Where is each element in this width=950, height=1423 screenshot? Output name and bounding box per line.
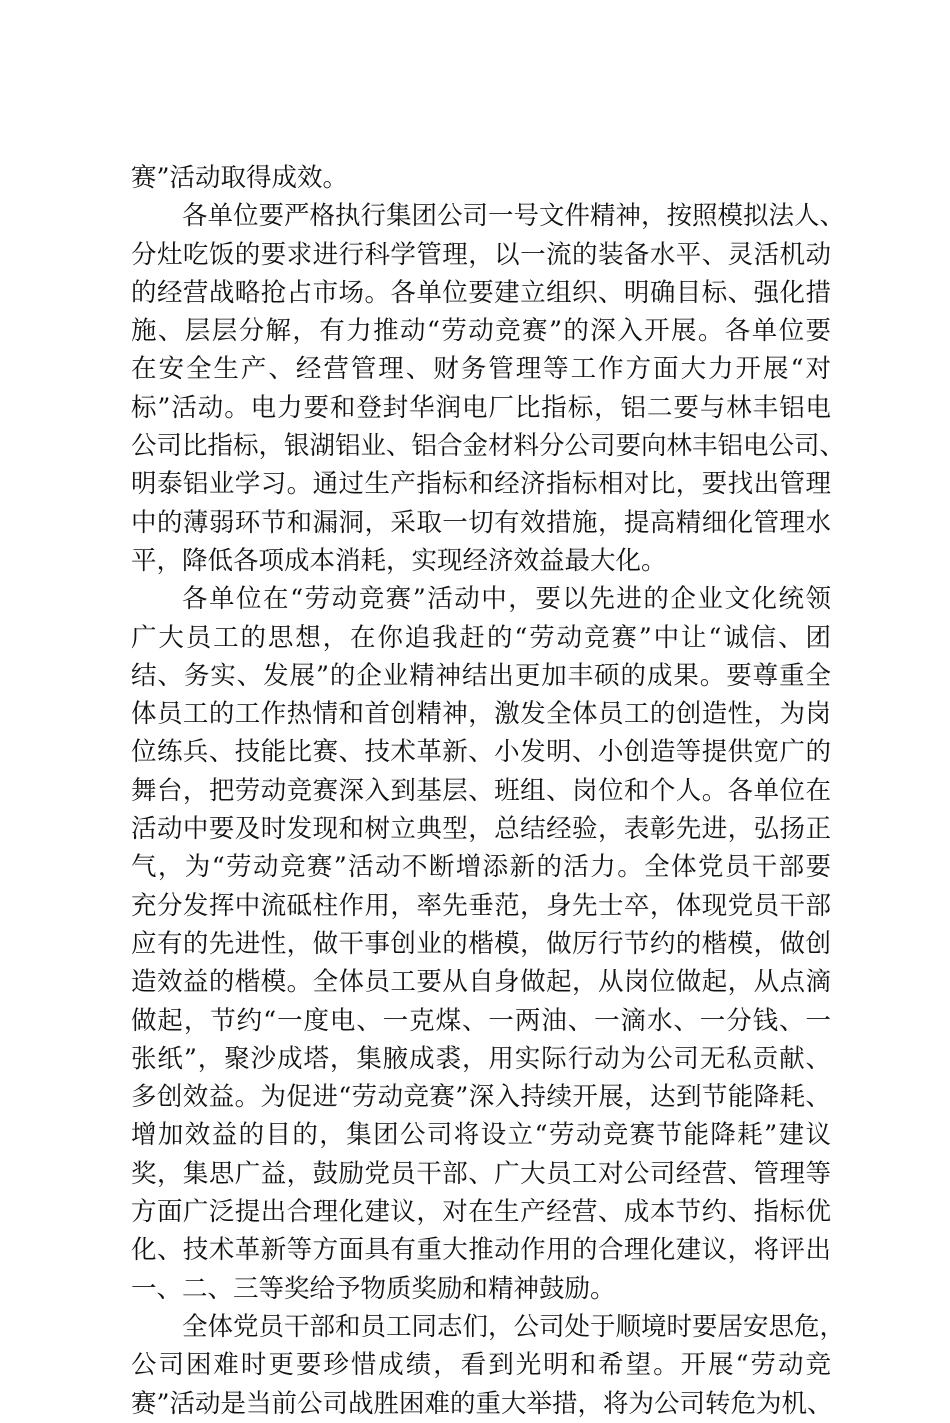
text-line: 充分发挥中流砥柱作用，率先垂范，身先士卒，体现党员干部 <box>131 890 831 921</box>
text-line: 赛”活动取得成效。 <box>131 163 349 193</box>
text-line: 多创效益。为促进“劳动竞赛”深入持续开展，达到节能降耗、 <box>131 1082 831 1113</box>
text-line: 奖，集思广益，鼓励党员干部、广大员工对公司经营、管理等 <box>131 1158 831 1189</box>
text-line: 平，降低各项成本消耗，实现经济效益最大化。 <box>131 545 667 576</box>
text-line: 气，为“劳动竞赛”活动不断增添新的活力。全体党员干部要 <box>131 852 831 883</box>
text-line: 的经营战略抢占市场。各单位要建立组织、明确目标、强化措 <box>131 277 831 308</box>
text-line: 广大员工的思想，在你追我赶的“劳动竞赛”中让“诚信、团 <box>131 622 831 653</box>
text-line: 赛”活动是当前公司战胜困难的重大举措，将为公司转危为机、 <box>131 1388 833 1419</box>
text-line: 位练兵、技能比赛、技术革新、小发明、小创造等提供宽广的 <box>131 737 831 768</box>
text-line: 造效益的楷模。全体员工要从自身做起，从岗位做起，从点滴 <box>131 967 831 998</box>
text-line: 全体党员干部和员工同志们，公司处于顺境时要居安思危， <box>182 1311 846 1342</box>
text-line: 增加效益的目的，集团公司将设立“劳动竞赛节能降耗”建议 <box>131 1120 831 1151</box>
document-body <box>131 159 846 1423</box>
text-line: 结、务实、发展”的企业精神结出更加丰硕的成果。要尊重全 <box>131 660 831 691</box>
text-line: 张纸”，聚沙成塔，集腋成裘，用实际行动为公司无私贡献、 <box>131 1043 831 1074</box>
text-line: 公司比指标，银湖铝业、铝合金材料分公司要向林丰铝电公司、 <box>131 431 846 462</box>
text-line: 化、技术革新等方面具有重大推动作用的合理化建议，将评出 <box>131 1235 831 1266</box>
text-line: 方面广泛提出合理化建议，对在生产经营、成本节约、指标优 <box>131 1197 831 1228</box>
text-line: 舞台，把劳动竞赛深入到基层、班组、岗位和个人。各单位在 <box>131 775 831 806</box>
text-line: 各单位在“劳动竞赛”活动中，要以先进的企业文化统领 <box>182 584 831 615</box>
text-line: 体员工的工作热情和首创精神，激发全体员工的创造性，为岗 <box>131 699 831 730</box>
text-line: 活动中要及时发现和树立典型，总结经验，表彰先进，弘扬正 <box>131 814 831 845</box>
text-line: 在安全生产、经营管理、财务管理等工作方面大力开展“对 <box>131 354 831 385</box>
text-line: 中的薄弱环节和漏洞，采取一切有效措施，提高精细化管理水 <box>131 507 831 538</box>
text-line: 施、层层分解，有力推动“劳动竞赛”的深入开展。各单位要 <box>131 316 831 347</box>
text-line: 应有的先进性，做干事创业的楷模，做厉行节约的楷模，做创 <box>131 928 831 959</box>
text-line: 做起，节约“一度电、一克煤、一两油、一滴水、一分钱、一 <box>131 1005 831 1036</box>
text-line: 各单位要严格执行集团公司一号文件精神，按照模拟法人、 <box>182 201 846 232</box>
text-line: 标”活动。电力要和登封华润电厂比指标，铝二要与林丰铝电 <box>131 392 831 423</box>
text-line: 公司困难时更要珍惜成绩，看到光明和希望。开展“劳动竞 <box>131 1350 831 1381</box>
text-line: 一、二、三等奖给予物质奖励和精神鼓励。 <box>131 1273 616 1304</box>
text-line: 明泰铝业学习。通过生产指标和经济指标相对比，要找出管理 <box>131 469 831 500</box>
text-line: 分灶吃饭的要求进行科学管理，以一流的装备水平、灵活机动 <box>131 239 831 270</box>
